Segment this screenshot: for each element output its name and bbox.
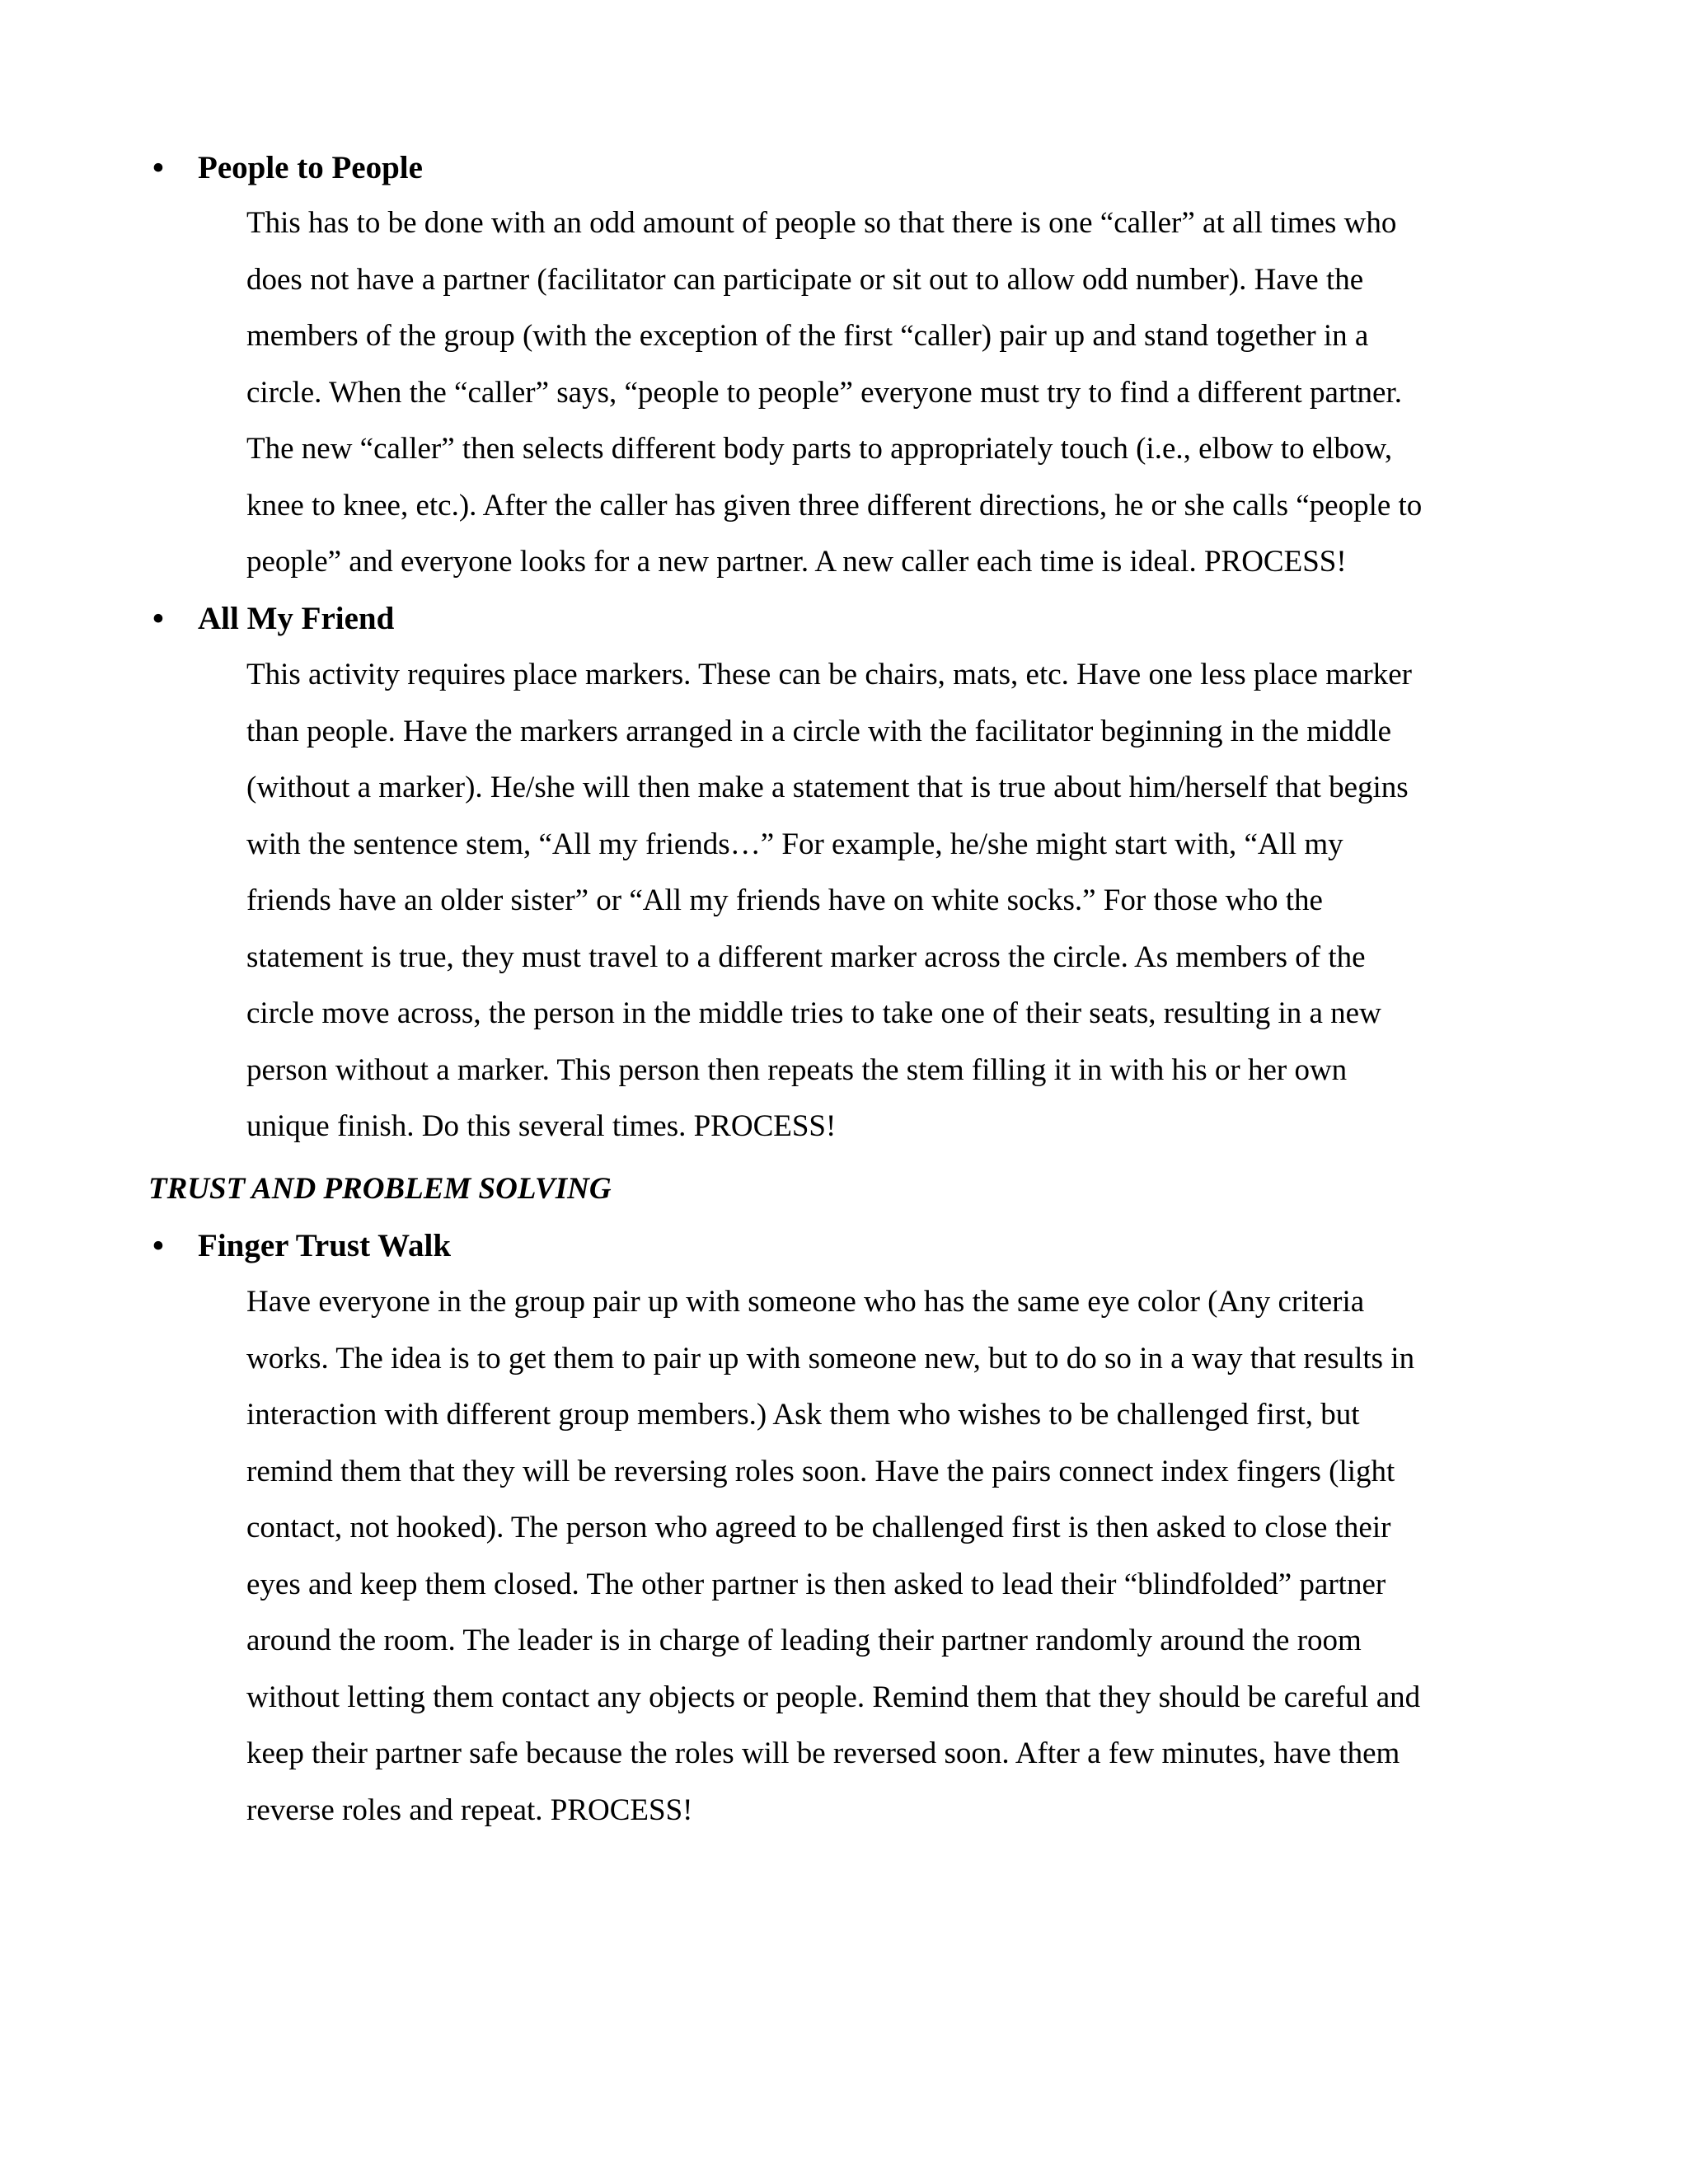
item-title: People to People <box>198 150 423 185</box>
body-line: does not have a partner (facilitator can participate or sit out to allow odd number). Have the <box>246 262 1364 297</box>
bullet-icon: • <box>152 601 164 636</box>
body-line: person without a marker. This person then repeats the stem filling it in with his or her own <box>246 1052 1348 1087</box>
section-heading: TRUST AND PROBLEM SOLVING <box>148 1172 612 1206</box>
body-line: remind them that they will be reversing roles soon. Have the pairs connect index fingers (light <box>246 1454 1395 1488</box>
body-line: contact, not hooked). The person who agreed to be challenged first is then asked to close their <box>246 1511 1391 1544</box>
body-line: statement is true, they must travel to a different marker across the circle. As members of the <box>246 940 1366 974</box>
body-line: The new “caller” then selects different body parts to appropriately touch (i.e., elbow to elbow, <box>246 432 1393 466</box>
body-line: members of the group (with the exception of the first “caller) pair up and stand together in a <box>246 319 1369 353</box>
body-line: keep their partner safe because the roles will be reversed soon. After a few minutes, have them <box>246 1736 1400 1770</box>
bullet-icon: • <box>152 1228 164 1263</box>
body-line: friends have an older sister” or “All my friends have on white socks.” For those who the <box>246 883 1323 917</box>
item-body-all-my-friend <box>246 647 1412 1155</box>
bullet-icon: • <box>152 150 164 185</box>
body-line: eyes and keep them closed. The other partner is then asked to lead their “blindfolded” partner <box>246 1567 1386 1601</box>
item-title: All My Friend <box>198 601 395 636</box>
body-line: without letting them contact any objects or people. Remind them that they should be careful and <box>246 1680 1421 1714</box>
body-line: knee to knee, etc.). After the caller has given three different directions, he or she calls “people to <box>246 488 1423 523</box>
body-line: unique finish. Do this several times. PROCESS! <box>246 1109 837 1143</box>
body-line: (without a marker). He/she will then make a statement that is true about him/herself that begins <box>246 771 1409 804</box>
body-line: This has to be done with an odd amount of people so that there is one “caller” at all times who <box>246 206 1397 240</box>
item-title: Finger Trust Walk <box>198 1228 452 1263</box>
body-line: This activity requires place markers. These can be chairs, mats, etc. Have one less place marker <box>246 658 1412 691</box>
body-line: with the sentence stem, “All my friends…” For example, he/she might start with, “All my <box>246 827 1343 861</box>
body-line: interaction with different group members.) Ask them who wishes to be challenged first, but <box>246 1398 1360 1432</box>
body-line: circle move across, the person in the middle tries to take one of their seats, resulting in a new <box>246 996 1381 1030</box>
item-body-people-to-people <box>246 195 1422 591</box>
body-line: than people. Have the markers arranged in a circle with the facilitator beginning in the middle <box>246 714 1392 748</box>
body-line: reverse roles and repeat. PROCESS! <box>246 1793 693 1827</box>
body-line: around the room. The leader is in charge of leading their partner randomly around the room <box>246 1624 1362 1657</box>
body-line: Have everyone in the group pair up with someone who has the same eye color (Any criteria <box>246 1285 1365 1319</box>
item-body-finger-trust-walk <box>246 1274 1420 1839</box>
body-line: circle. When the “caller” says, “people to people” everyone must try to find a different partner. <box>246 375 1402 410</box>
body-line: people” and everyone looks for a new partner. A new caller each time is ideal. PROCESS! <box>246 545 1347 579</box>
body-line: works. The idea is to get them to pair up with someone new, but to do so in a way that results in <box>246 1341 1415 1376</box>
